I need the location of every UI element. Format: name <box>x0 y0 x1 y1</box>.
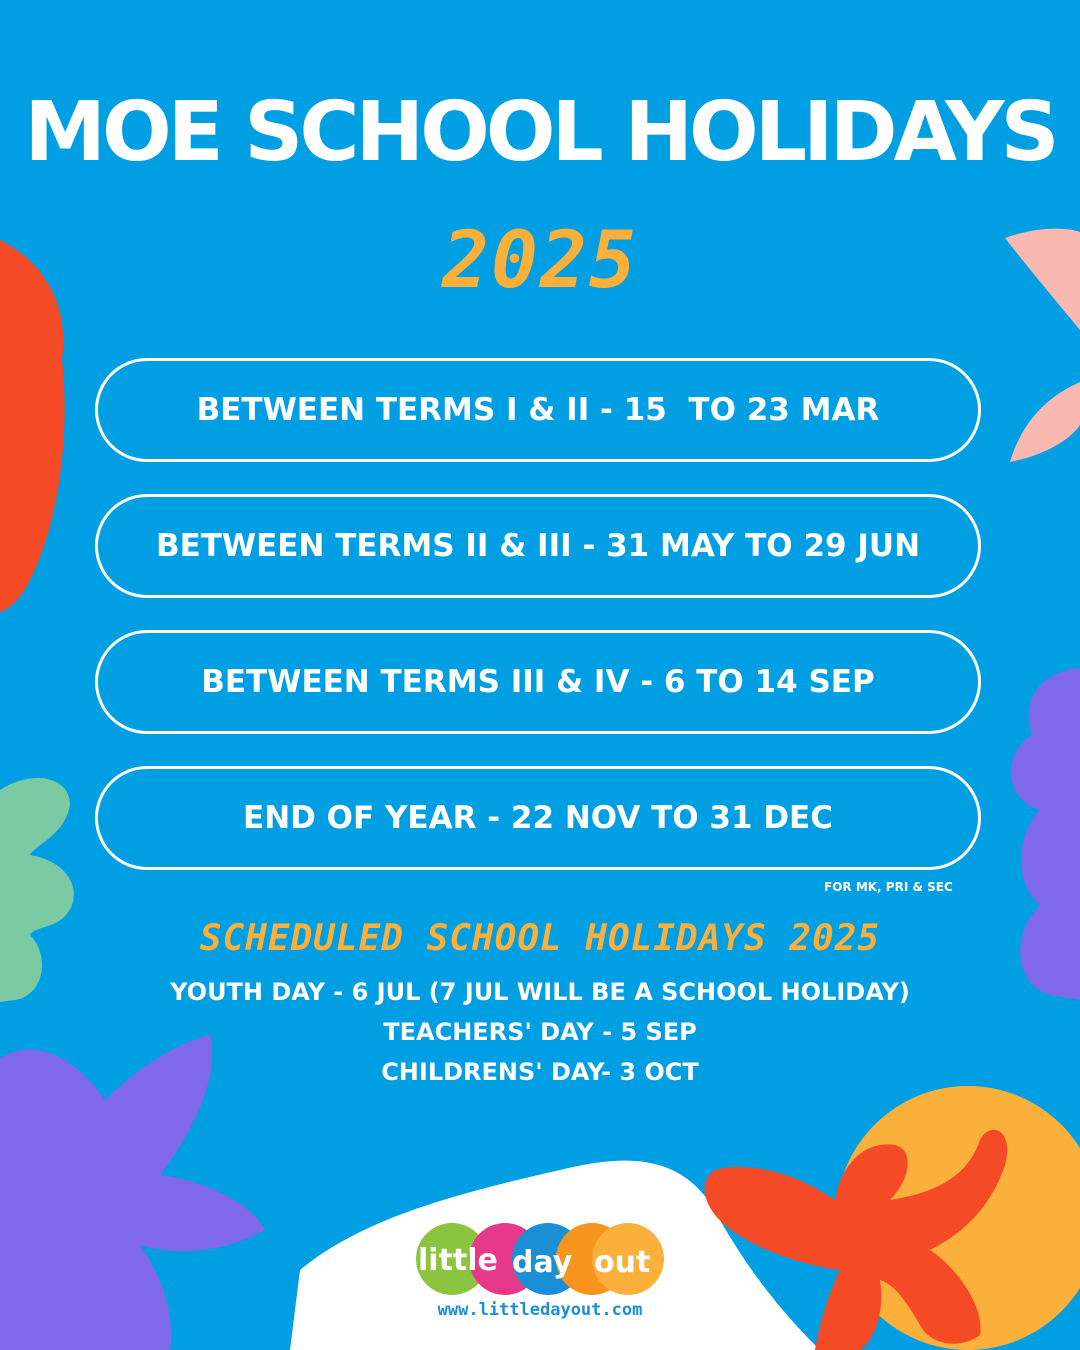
term-break-pill: END OF YEAR - 22 NOV TO 31 DEC <box>95 766 981 870</box>
term-break-pill: BETWEEN TERMS II & III - 31 MAY TO 29 JUN <box>95 494 981 598</box>
logo-mark <box>416 1223 664 1295</box>
scheduled-holidays-heading: SCHEDULED SCHOOL HOLIDAYS 2025 <box>199 918 881 959</box>
holiday-item: TEACHERS' DAY - 5 SEP <box>383 1018 697 1046</box>
green-blob-left <box>0 778 74 1002</box>
applicability-note: FOR MK, PRI & SEC <box>824 880 953 894</box>
logo-word-day: day <box>512 1245 573 1280</box>
logo-word-out: out <box>594 1245 651 1280</box>
holiday-item: YOUTH DAY - 6 JUL (7 JUL WILL BE A SCHOOL HOLIDAY) <box>170 978 910 1006</box>
page-title: MOE SCHOOL HOLIDAYS <box>24 85 1056 180</box>
holiday-item: CHILDRENS' DAY- 3 OCT <box>381 1058 699 1086</box>
term-break-pill: BETWEEN TERMS I & II - 15 TO 23 MAR <box>95 358 981 462</box>
website-url[interactable]: www.littledayout.com <box>437 1300 643 1320</box>
pink-petal-right <box>1010 382 1080 462</box>
logo-word-little: little <box>418 1243 498 1278</box>
year-heading: 2025 <box>442 216 638 306</box>
term-break-pill: BETWEEN TERMS III & IV - 6 TO 14 SEP <box>95 630 981 734</box>
